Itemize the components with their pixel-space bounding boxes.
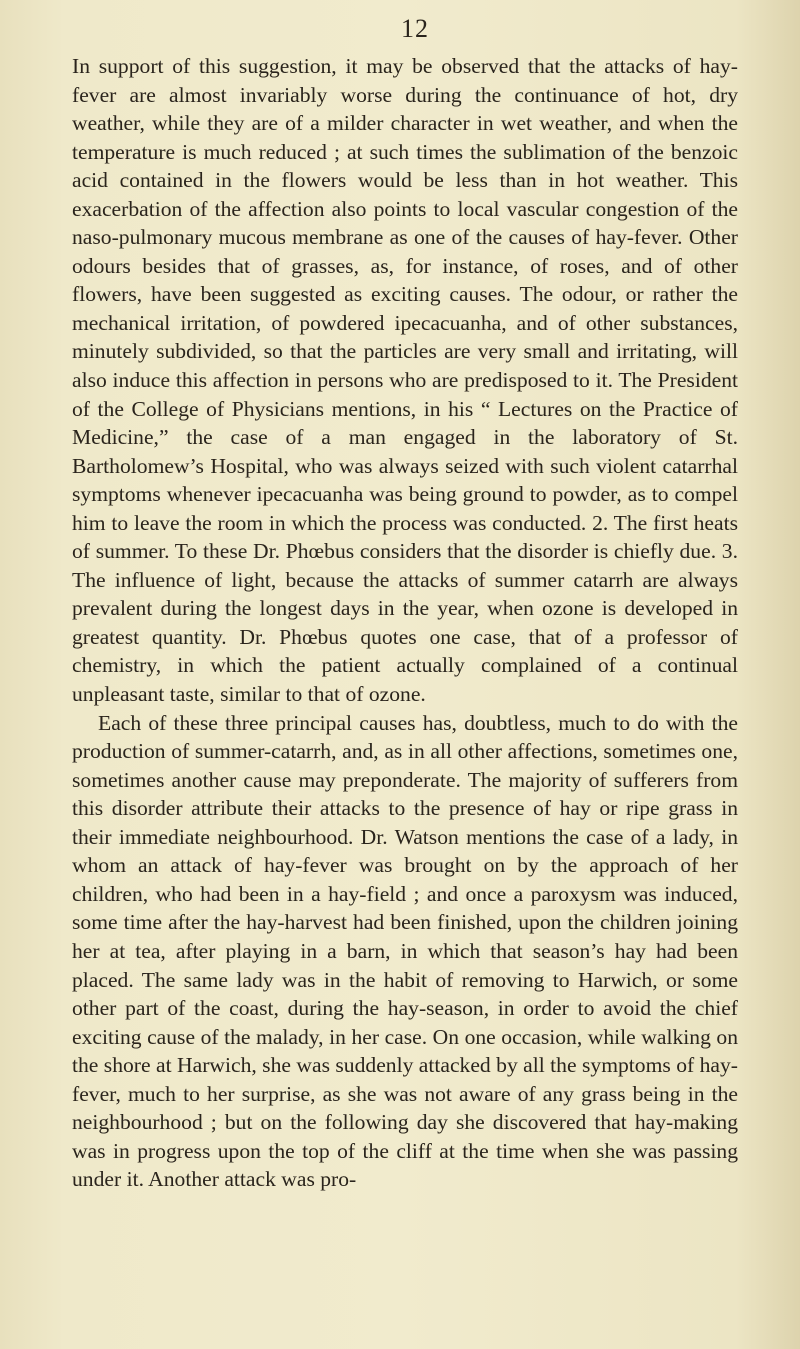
paragraph-1: In support of this suggestion, it may be observed that the attacks of hay-fever are almost invariably worse during the continuance of hot, dry weather, while they are of a milder character in wet weather, and when the temperature is much reduced ; at such times the sublimation of the benzoic acid contained in the flowers would be less than in hot weather. This exacerbation of the affection also points to local vascular congestion of the naso-pulmonary mucous membrane as one of the causes of hay-fever. Other odours besides that of grasses, as, for instance, of roses, and of other flowers, have been suggested as exciting causes. The odour, or rather the mechanical irritation, of powdered ipecacuanha, and of other substances, minutely subdivided, so that the particles are very small and irritating, will also induce this affection in persons who are predisposed to it. The President of the College of Physicians mentions, in his “ Lectures on the Practice of Medicine,” the case of a man engaged in the laboratory of St. Bartholomew’s Hospital, who was always seized with such violent catarrhal symptoms whenever ipecacuanha was being ground to powder, as to compel him to leave the room in which the process was conducted. 2. The first heats of summer. To these Dr. Phœbus considers that the disorder is chiefly due. 3. The influence of light, because the attacks of summer catarrh are always prevalent during the longest days in the year, when ozone is developed in greatest quantity. Dr. Phœbus quotes one case, that of a professor of chemistry, in which the patient actually complained of a continual unpleasant taste, similar to that of ozone.	[72, 54, 738, 707]
paragraph-2: Each of these three principal causes has, doubtless, much to do with the production of summer-catarrh, and, as in all other affections, sometimes one, sometimes another cause may preponderate. The majority of sufferers from this disorder attribute their attacks to the presence of hay or ripe grass in their immediate neighbourhood. Dr. Watson mentions the case of a lady, in whom an attack of hay-fever was brought on by the approach of her children, who had been in a hay-field ; and once a paroxysm was induced, some time after the hay-harvest had been finished, upon the children joining her at tea, after playing in a barn, in which that season’s hay had been placed. The same lady was in the habit of removing to Harwich, or some other part of the coast, during the hay-season, in order to avoid the chief exciting cause of the malady, in her case. On one occasion, while walking on the shore at Harwich, she was suddenly attacked by all the symptoms of hay-fever, much to her surprise, as she was not aware of any grass being in the neighbourhood ; but on the following day she discovered that hay-making was in progress upon the top of the cliff at the time when she was passing under it. Another attack was pro-	[72, 710, 738, 1192]
page-number: 12	[401, 14, 429, 43]
body-text	[72, 52, 738, 1194]
